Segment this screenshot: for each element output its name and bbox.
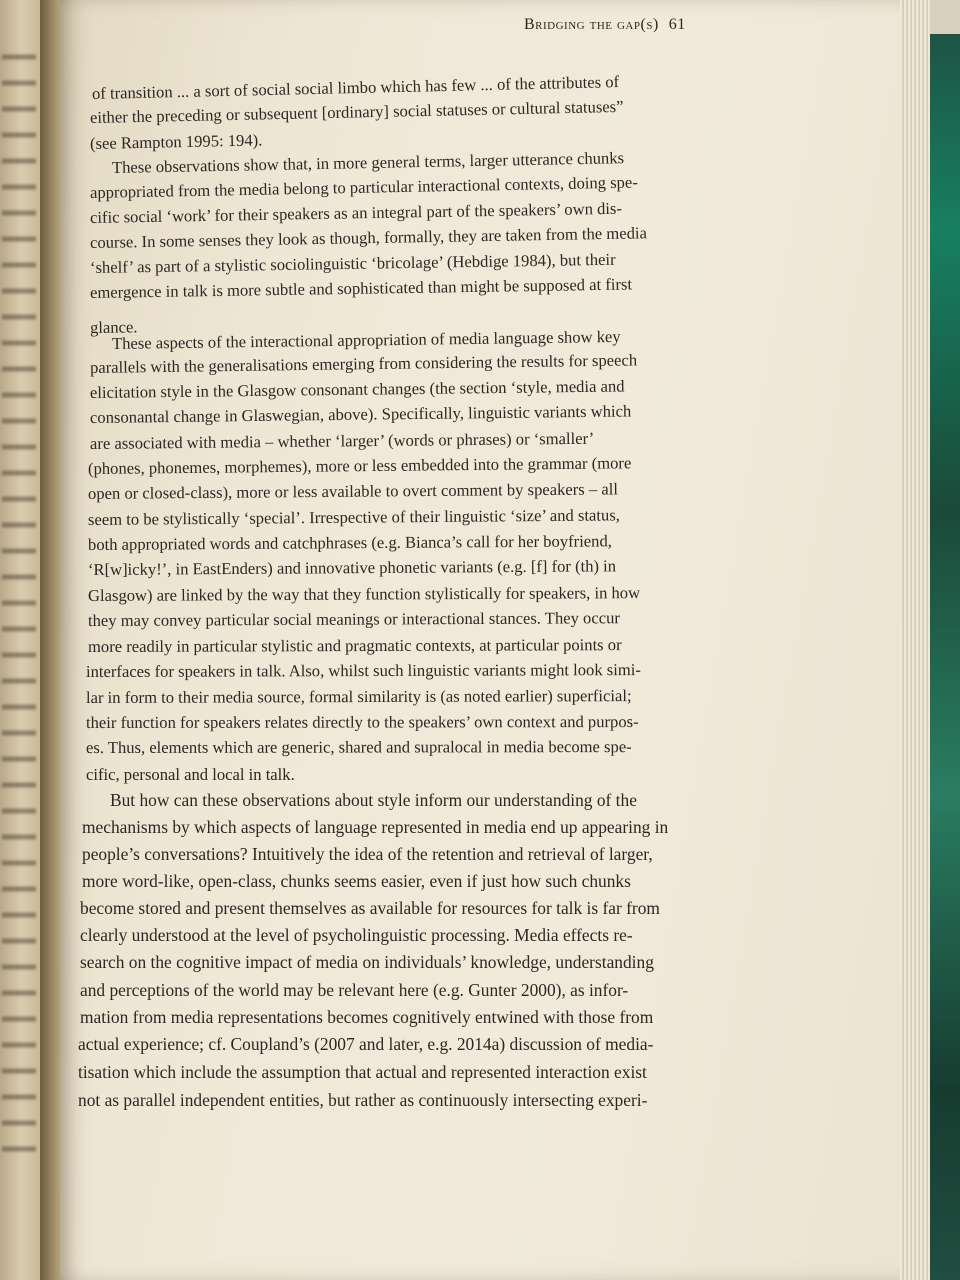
text-line: are associated with media – whether ‘larger’ (words or phrases) or ‘smaller’	[89, 428, 595, 453]
text-line: search on the cognitive impact of media on individuals’ knowledge, understanding	[80, 952, 654, 972]
text-line: people’s conversations? Intuitively the idea of the retention and retrieval of larger,	[82, 844, 653, 864]
text-line: Glasgow) are linked by the way that they function stylistically for speakers, in how	[87, 583, 641, 605]
left-facing-page-edge	[0, 0, 40, 1280]
text-line: open or closed-class), more or less available to overt comment by speakers – all	[87, 479, 618, 503]
text-line: glance.	[89, 317, 138, 337]
text-line: their function for speakers relates directly to the speakers’ own context and purpos-	[85, 712, 639, 732]
text-line: (see Rampton 1995: 194).	[89, 130, 263, 153]
text-line: of transition ... a sort of social social limbo which has few ... of the attributes of	[91, 72, 620, 103]
text-line: mation from media representations becomes cognitively entwined with those from	[80, 1007, 654, 1027]
text-line: cific, personal and local in talk.	[86, 765, 295, 784]
text-line: These observations show that, in more general terms, larger utterance chunks	[111, 148, 625, 177]
text-line: emergence in talk is more subtle and sophisticated than might be supposed at first	[89, 274, 633, 302]
text-line: mechanisms by which aspects of language represented in media end up appearing in	[82, 817, 669, 837]
page-number: 61	[668, 16, 686, 33]
text-line: interfaces for speakers in talk. Also, whilst such linguistic variants might look simi-	[85, 660, 641, 681]
text-line: These aspects of the interactional appropriation of media language show key	[111, 326, 621, 353]
text-line: elicitation style in the Glasgow consonant changes (the section ‘style, media and	[89, 376, 625, 402]
text-line: lar in form to their media source, formal similarity is (as noted earlier) superficial;	[85, 686, 632, 707]
text-line: tisation which include the assumption that actual and represented interaction exist	[78, 1062, 647, 1082]
text-line: they may convey particular social meanings or interactional stances. They occur	[87, 608, 620, 630]
text-line: actual experience; cf. Coupland’s (2007 and later, e.g. 2014a) discussion of media-	[78, 1034, 654, 1054]
text-line: become stored and present themselves as available for resources for talk is far from	[80, 898, 660, 918]
background-surface	[930, 0, 960, 34]
text-line: cific social ‘work’ for their speakers as an integral part of the speakers’ own dis-	[89, 198, 623, 227]
book-cover-edge	[930, 0, 960, 1280]
text-line: more readily in particular stylistic and pragmatic contexts, at particular points or	[87, 635, 622, 656]
text-line: clearly understood at the level of psycholinguistic processing. Media effects re-	[80, 925, 633, 945]
running-head-title: Bridging the gap(s)	[524, 16, 659, 33]
text-line: parallels with the generalisations emerging from considering the results for speech	[89, 350, 638, 377]
text-line: es. Thus, elements which are generic, shared and supralocal in media become spe-	[85, 737, 632, 757]
text-line: ‘shelf’ as part of a stylistic sociolinguistic ‘bricolage’ (Hebdige 1984), but their	[89, 249, 616, 277]
blurred-text-lines	[2, 40, 36, 1160]
text-line: both appropriated words and catchphrases (e.g. Bianca’s call for her boyfriend,	[87, 531, 612, 554]
text-line: (phones, phonemes, morphemes), more or less embedded into the grammar (more	[87, 453, 632, 478]
running-head	[524, 16, 686, 34]
text-line: course. In some senses they look as though, formally, they are taken from the media	[89, 223, 648, 252]
text-line: consonantal change in Glaswegian, above). Specifically, linguistic variants which	[89, 401, 632, 427]
text-line: not as parallel independent entities, but rather as continuously intersecting experi-	[78, 1090, 648, 1110]
text-line: and perceptions of the world may be relevant here (e.g. Gunter 2000), as infor-	[80, 980, 629, 1000]
text-line: But how can these observations about style inform our understanding of the	[110, 790, 637, 810]
text-line: either the preceding or subsequent [ordinary] social statuses or cultural statuses”	[89, 96, 624, 127]
text-line: seem to be stylistically ‘special’. Irrespective of their linguistic ‘size’ and status,	[87, 505, 620, 529]
text-line: appropriated from the media belong to particular interactional contexts, doing spe-	[89, 172, 638, 202]
text-line: ‘R[w]icky!’, in EastEnders) and innovative phonetic variants (e.g. [f] for (th) in	[87, 556, 617, 579]
text-line: more word-like, open-class, chunks seems easier, even if just how such chunks	[82, 871, 631, 891]
